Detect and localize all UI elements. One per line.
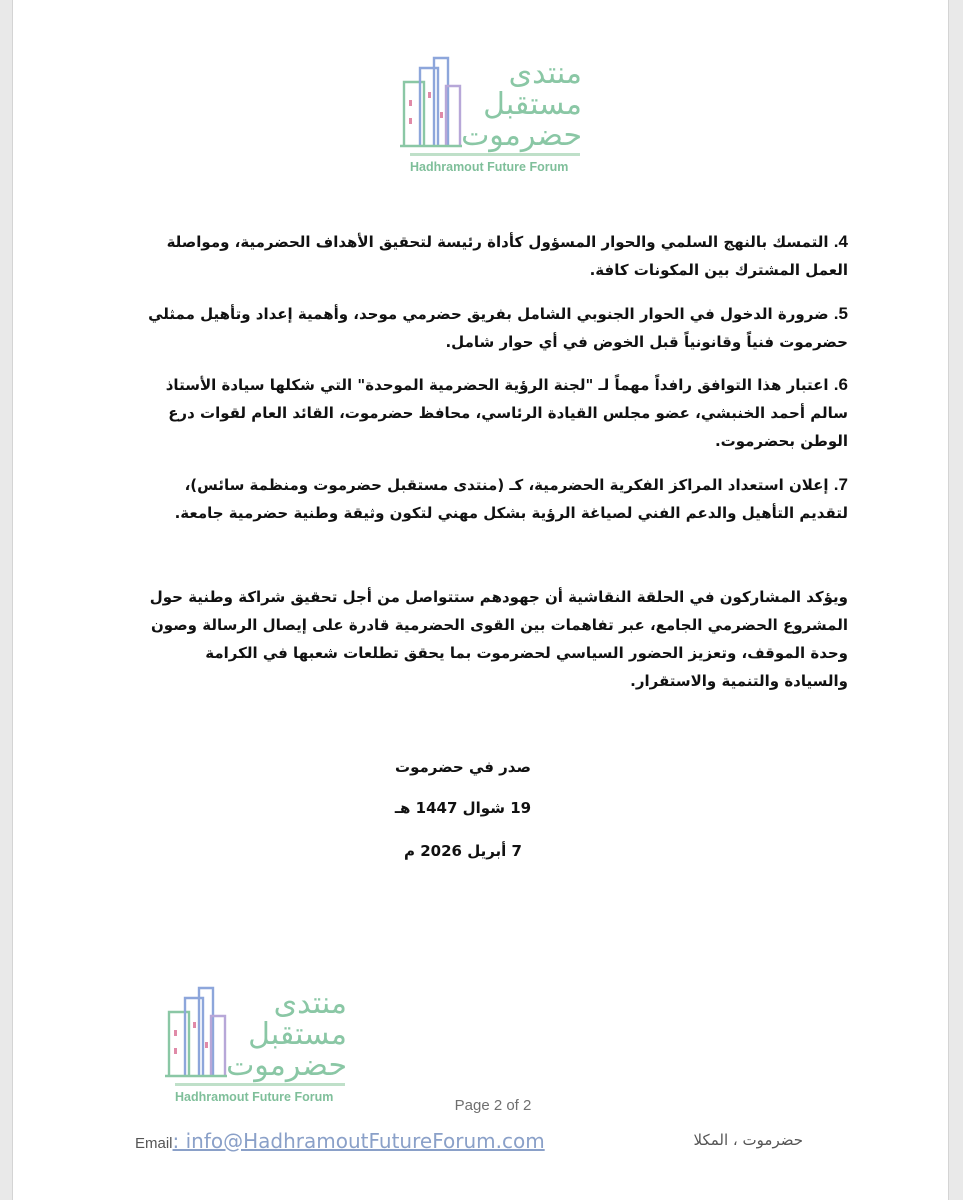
email-link[interactable]: : info@HadhramoutFutureForum.com [172, 1129, 545, 1153]
forum-logo-bottom [163, 982, 355, 1112]
logo-underline [175, 1083, 345, 1086]
document-page [12, 0, 949, 1200]
logo-arabic-name: منتدى مستقبل حضرموت [226, 986, 347, 1083]
forum-logo-top [398, 52, 590, 182]
email-label: Email [135, 1135, 173, 1152]
list-item: 6. اعتبار هذا التوافق رافداً مهماً لـ "لجنة الرؤية الحضرمية الموحدة" التي شكلها سيادة الأستاذ سالم أحمد الخنبشي، عضو مجلس القيادة الرئاسي، محافظ حضرموت، القائد العام لقوات درع الوطن بحضرموت. [165, 375, 848, 450]
gregorian-date: 7 أبريل 2026 م [404, 842, 522, 860]
hijri-date: 19 شوال 1447 هـ [394, 799, 532, 817]
closing-paragraph: ويؤكد المشاركون في الحلقة النقاشية أن جهودهم ستتواصل من أجل تحقيق شراكة وطنية حول المشروع الحضرمي الجامع، عبر تفاهمات بين القوى الحضرمية قادرة على إيصال الرسالة وصون وحدة الموقف، وتعزيز الحضور السياسي لحضرموت بما يحقق تطلعات شعبها في الكرامة والسيادة والتنمية والاستقرار. [149, 588, 848, 690]
page-number: Page 2 of 2 [454, 1097, 532, 1114]
issued-location: صدر في حضرموت [395, 758, 531, 776]
list-item: 7. إعلان استعداد المراكز الفكرية الحضرمية، كـ (منتدى مستقبل حضرموت ومنظمة سائس)، لتقديم التأهيل والدعم الفني لصياغة الرؤية بشكل مهني لتكون وثيقة وطنية حضرمية جامعة. [174, 475, 848, 522]
list-item: 4. التمسك بالنهج السلمي والحوار المسؤول كأداة رئيسة لتحقيق الأهداف الحضرمية، ومواصلة العمل المشترك بين المكونات كافة. [166, 232, 848, 279]
logo-english-name: Hadhramout Future Forum [175, 1090, 334, 1104]
footer-city: حضرموت ، المكلا [693, 1131, 803, 1149]
logo-arabic-name: منتدى مستقبل حضرموت [461, 56, 582, 153]
logo-english-name: Hadhramout Future Forum [410, 160, 569, 174]
footer-email [135, 1129, 545, 1153]
list-item: 5. ضرورة الدخول في الحوار الجنوبي الشامل بفريق حضرمي موحد، وأهمية إعداد وتأهيل ممثلي حضرموت فنياً وقانونياً قبل الخوض في أي حوار شامل. [148, 304, 848, 351]
logo-underline [410, 153, 580, 156]
